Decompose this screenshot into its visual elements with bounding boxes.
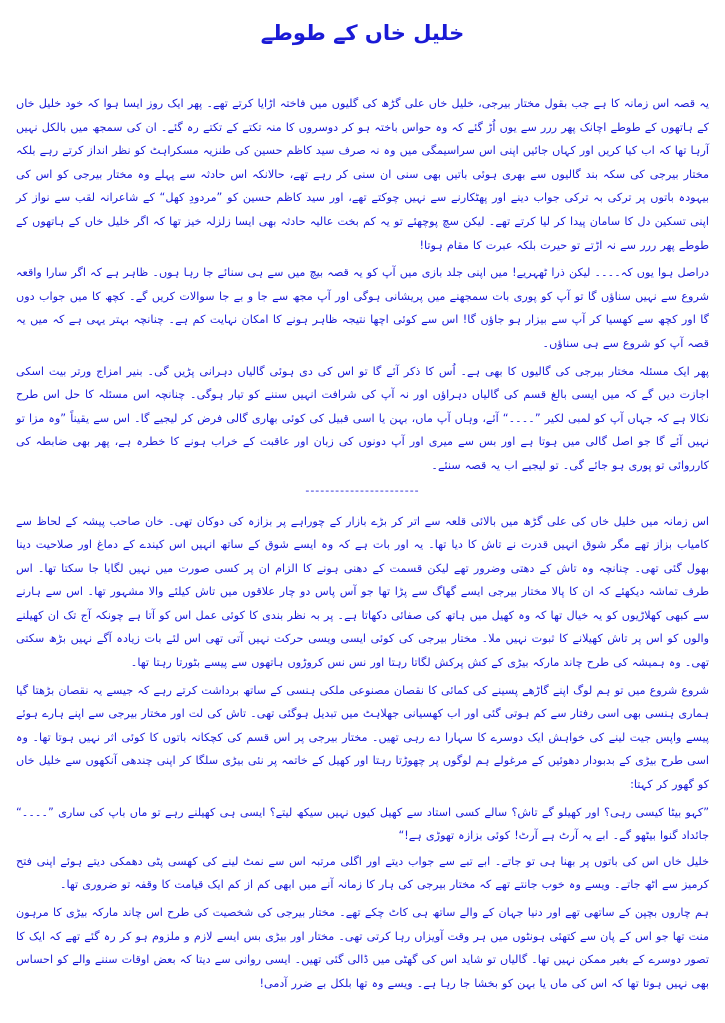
page-title: خلیل خاں کے طوطے bbox=[260, 21, 465, 45]
paragraph-6: خلیل خاں اس کی باتوں پر بھنا ہی تو جاتے۔ ابے تبے سے جواب دیتے اور اگلی مرتبہ اس سے نمٹ لینے کی کھسی پٹی دھمکی دیتے ہوئے اپنی فتح کرمیز سے اٹھ جاتے۔ ویسے وہ خوب جانتے تھے کہ مختار بیرجی کی ہار کا زمانہ آنے میں ابھی کم از کم ایک قیامت کا وقفہ تو ضروری تھا۔ bbox=[16, 854, 709, 892]
paragraph-4: اس زمانہ میں خلیل خاں کی علی گڑھ میں بالائی قلعہ سے اتر کر بڑے بازار کے چوراہے پر بزازہ کی دوکان تھی۔ خان صاحب پیشہ کے لحاظ سے کامیاب بزاز تھے مگر شوق انہیں قدرت نے تاش کا دیا تھا۔ یہ اور بات ہے کہ وہ ایسے شوق کے ساتھ انہیں اس کیندے کے دماغ اور صلاحیت دینا بھول گئی تھی۔ چنانچہ وہ تاش کے دھتی وضرور تھے لیکن قسمت کے دھنی ہونے کا الزام ان پر کسی صورت میں نہیں لگایا جا سکتا تھا۔ اس طرف تماشہ دیکھئے کہ ان کا پالا مختار بیرجی ایسے گھاگ سے پڑا تھا جو آس پاس دو چار علاقوں میں تاش کیلئے والا مشہور تھا۔ اس سے ہارنے سے کبھی کھلاڑیوں کو یہ خیال تھا کہ وہ کھیل میں ہاتھ کی صفائی دکھاتا ہے۔ پر بہ نظر بندی کا کوئی عمل اس کو آتا ہے چونکہ آج تک ان کھیلنے والوں کو اس پر تاش کھیلانے کا ثبوت نہیں ملا۔ مختار بیرجی کی کوئی ایسی ویسی حرکت نہیں آتی تھی اس لئے بات زیادہ آگے نہیں بڑھ سکتی تھی۔ وہ ہمیشہ کی طرح چاند مارکہ بیڑی کے کش پرکش لگاتا رہتا اور نس نس کروڑوں ہاتھوں سے پیسے بٹورتا رہتا تھا۔ bbox=[16, 514, 709, 670]
paragraph-2: دراصل ہوا یوں کہ۔۔۔۔ لیکن ذرا ٹھہریے! میں اپنی جلد بازی میں آپ کو یہ قصہ بیچ میں سے ہی سنائے جا رہا ہوں۔ ظاہر ہے کہ اگر سارا واقعہ شروع سے نہیں سناؤں گا تو آپ کو پوری بات سمجھنے میں پریشانی ہوگی اور آپ مجھ سے جا و بے جا سوالات کریں گے۔ کچھ کا میں جواب دوں گا اور کچھ سے کھسیا کر آپ سے بیزار ہو جاؤں گا! اس سے کوئی اچھا نتیجہ ظاہر ہونے کا امکان نہایت کم ہے۔ چنانچہ بہتر یہی ہے کہ میں یہ قصہ آپ کو شروع سے ہی سناؤں۔ bbox=[16, 266, 709, 350]
paragraph-1: یہ قصہ اس زمانہ کا ہے جب بقول مختار بیرجی، خلیل خاں علی گڑھ کی گلیوں میں فاختہ اڑایا کرتے تھے۔ پھر ایک روز ایسا ہوا کہ خود خلیل خاں کے ہاتھوں کے طوطے اچانک پھر ررر سے یوں اُڑ گئے کہ وہ حواس باختہ ہو کر دوسروں کا منہ تکتے کے تکتے رہ گئے۔ ان کی سمجھ میں بالکل نہیں آرہا تھا کہ اب کیا کریں اور کہاں جائیں اپنی اس سراسیمگی میں وہ نہ صرف سید کاظم حسین کی طنزیہ مسکراہٹ کو نظر انداز کرتے رہے بلکہ مختار بیرجی کی سکہ بند گالیوں سے بھری ہوئی باتیں بھی سنی ان سنی کر رہے تھے، حالانکہ اس حادثہ سے پہلے وہ مختار بیرجی کو اس کی بیہودہ باتوں پر ترکی بہ ترکی جواب دینے اور پھٹکارنے سے نہیں چوکتے تھے، اور سید کاظم حسین کو ”مردودِ کھل“ کے شاعرانہ لقب سے نواز کر اپنی تسکین دل کا سامان پیدا کر لیا کرتے تھے۔ لیکن سچ پوچھئے تو یہ کم بخت عالیہ حادثہ بھی ایسا زلزلہ خیز تھا کہ اگر خلیل خاں کے ہاتھوں کے طوطے پھر ررر سے نہ اڑتے تو حیرت بلکہ عبرت کا مقام ہوتا! bbox=[16, 97, 709, 252]
paragraph-7: ہم چاروں بچپن کے ساتھی تھے اور دنیا جہان کے والے ساتھ ہی کاٹ چکے تھے۔ مختار بیرجی کی شخصیت کی طرح اس چاند مارکہ بیڑی کا مرہون منت تھا جو اس کے پان سے کتھئی ہونٹوں میں ہر وقت آویزاں رہا کرتی تھی۔ مختار اور بیڑی بس ایسے لازم و ملزوم ہو کر رہ گئے تھے کہ ایک کا تصور دوسرے کے بغیر ممکن نہیں تھا۔ گالیاں تو شاید اس کی گھٹی میں ڈالی گئی تھیں۔ ایسی روانی سے دیتا کہ بعض اوقات سننے والے کو احساس بھی نہیں ہوتا تھا کہ اس کی ماں یا بہن کو بخشا جا رہا ہے۔ ویسے وہ تھا بلکل بے ضرر آدمی! bbox=[16, 906, 709, 990]
quote-paragraph: ”کہو بیٹا کیسی رہی؟ اور کھیلو گے تاش؟ سالے کسی استاد سے کھیل کیوں نہیں سیکھ لیتے؟ ایسی ہی کھیلنے رہے تو ماں باپ کی ساری ”۔۔۔۔“ جائداد گنوا بیٹھو گے۔ ابے یہ آرٹ ہے آرٹ! کوئی بزازہ تھوڑی ہے!“ bbox=[16, 805, 709, 843]
paragraph-5: شروع شروع میں تو ہم لوگ اپنے گاڑھے پسینے کی کمائی کا نقصان مصنوعی ملکی ہنسی کے ساتھ برداشت کرتے رہے کہ جیسے یہ نقصان بڑھتا گیا ہماری ہنسی بھی اسی رفتار سے کم ہوتی گئی اور اب کھسیانی جھلاہٹ میں تبدیل ہوگئی تھی۔ تاش کی لت اور مختار بیرجی سے اپنے ہارے ہوئے پیسے واپس جیت لینے کی خواہش ایک دوسرے کا سہارا دے رہی تھیں۔ مختار بیرجی پر اس قسم کی کچکانہ باتوں کا کوئی اثر نہیں ہوتا تھا۔ وہ اسی طرح بیڑی کے بدبودار دھوئیں کے مرغولے ہم لوگوں پر چھوڑتا رہتا اور کھیل کے خاتمہ پر نئی بیڑی سلگا کر اپنی چندھی آنکھوں سے خلیل خاں کو گھور کر کہتا: bbox=[16, 683, 709, 792]
section-divider: ----------------------- bbox=[305, 483, 420, 497]
paragraph-3: پھر ایک مسئلہ مختار بیرجی کی گالیوں کا بھی ہے۔ اُس کا ذکر آئے گا تو اس کی دی ہوئی گالیاں دہرانی پڑیں گی۔ بنیر امزاج ورتر بیت اسکی اجازت دیں گے کہ میں ایسی بالغ قسم کی گالیاں دہراؤں اور نہ آپ کی شرافت انہیں سننے کو تیار ہوگی۔ چنانچہ اس مسئلہ کا حل اس طرح نکالا ہے کہ جہاں آپ کو لمبی لکیر ”۔۔۔۔“ آئے، وہاں آپ ماں، بہن یا اسی قبیل کی کوئی بھاری گالی فرض کر لیجیے گا۔ اس سے یقیناً ”وہ مزا تو نہیں آئے گا جو اصل گالی میں ہوتا ہے اور بس سے میری اور آپ دونوں کی زبان اور عاقبت کے خراب ہونے کا خطرہ ہے، پھر بھی ضابطہ کی کارروائی تو پوری ہو جائے گی۔ تو لیجیے اب یہ قصہ سنئے۔ bbox=[16, 364, 709, 472]
